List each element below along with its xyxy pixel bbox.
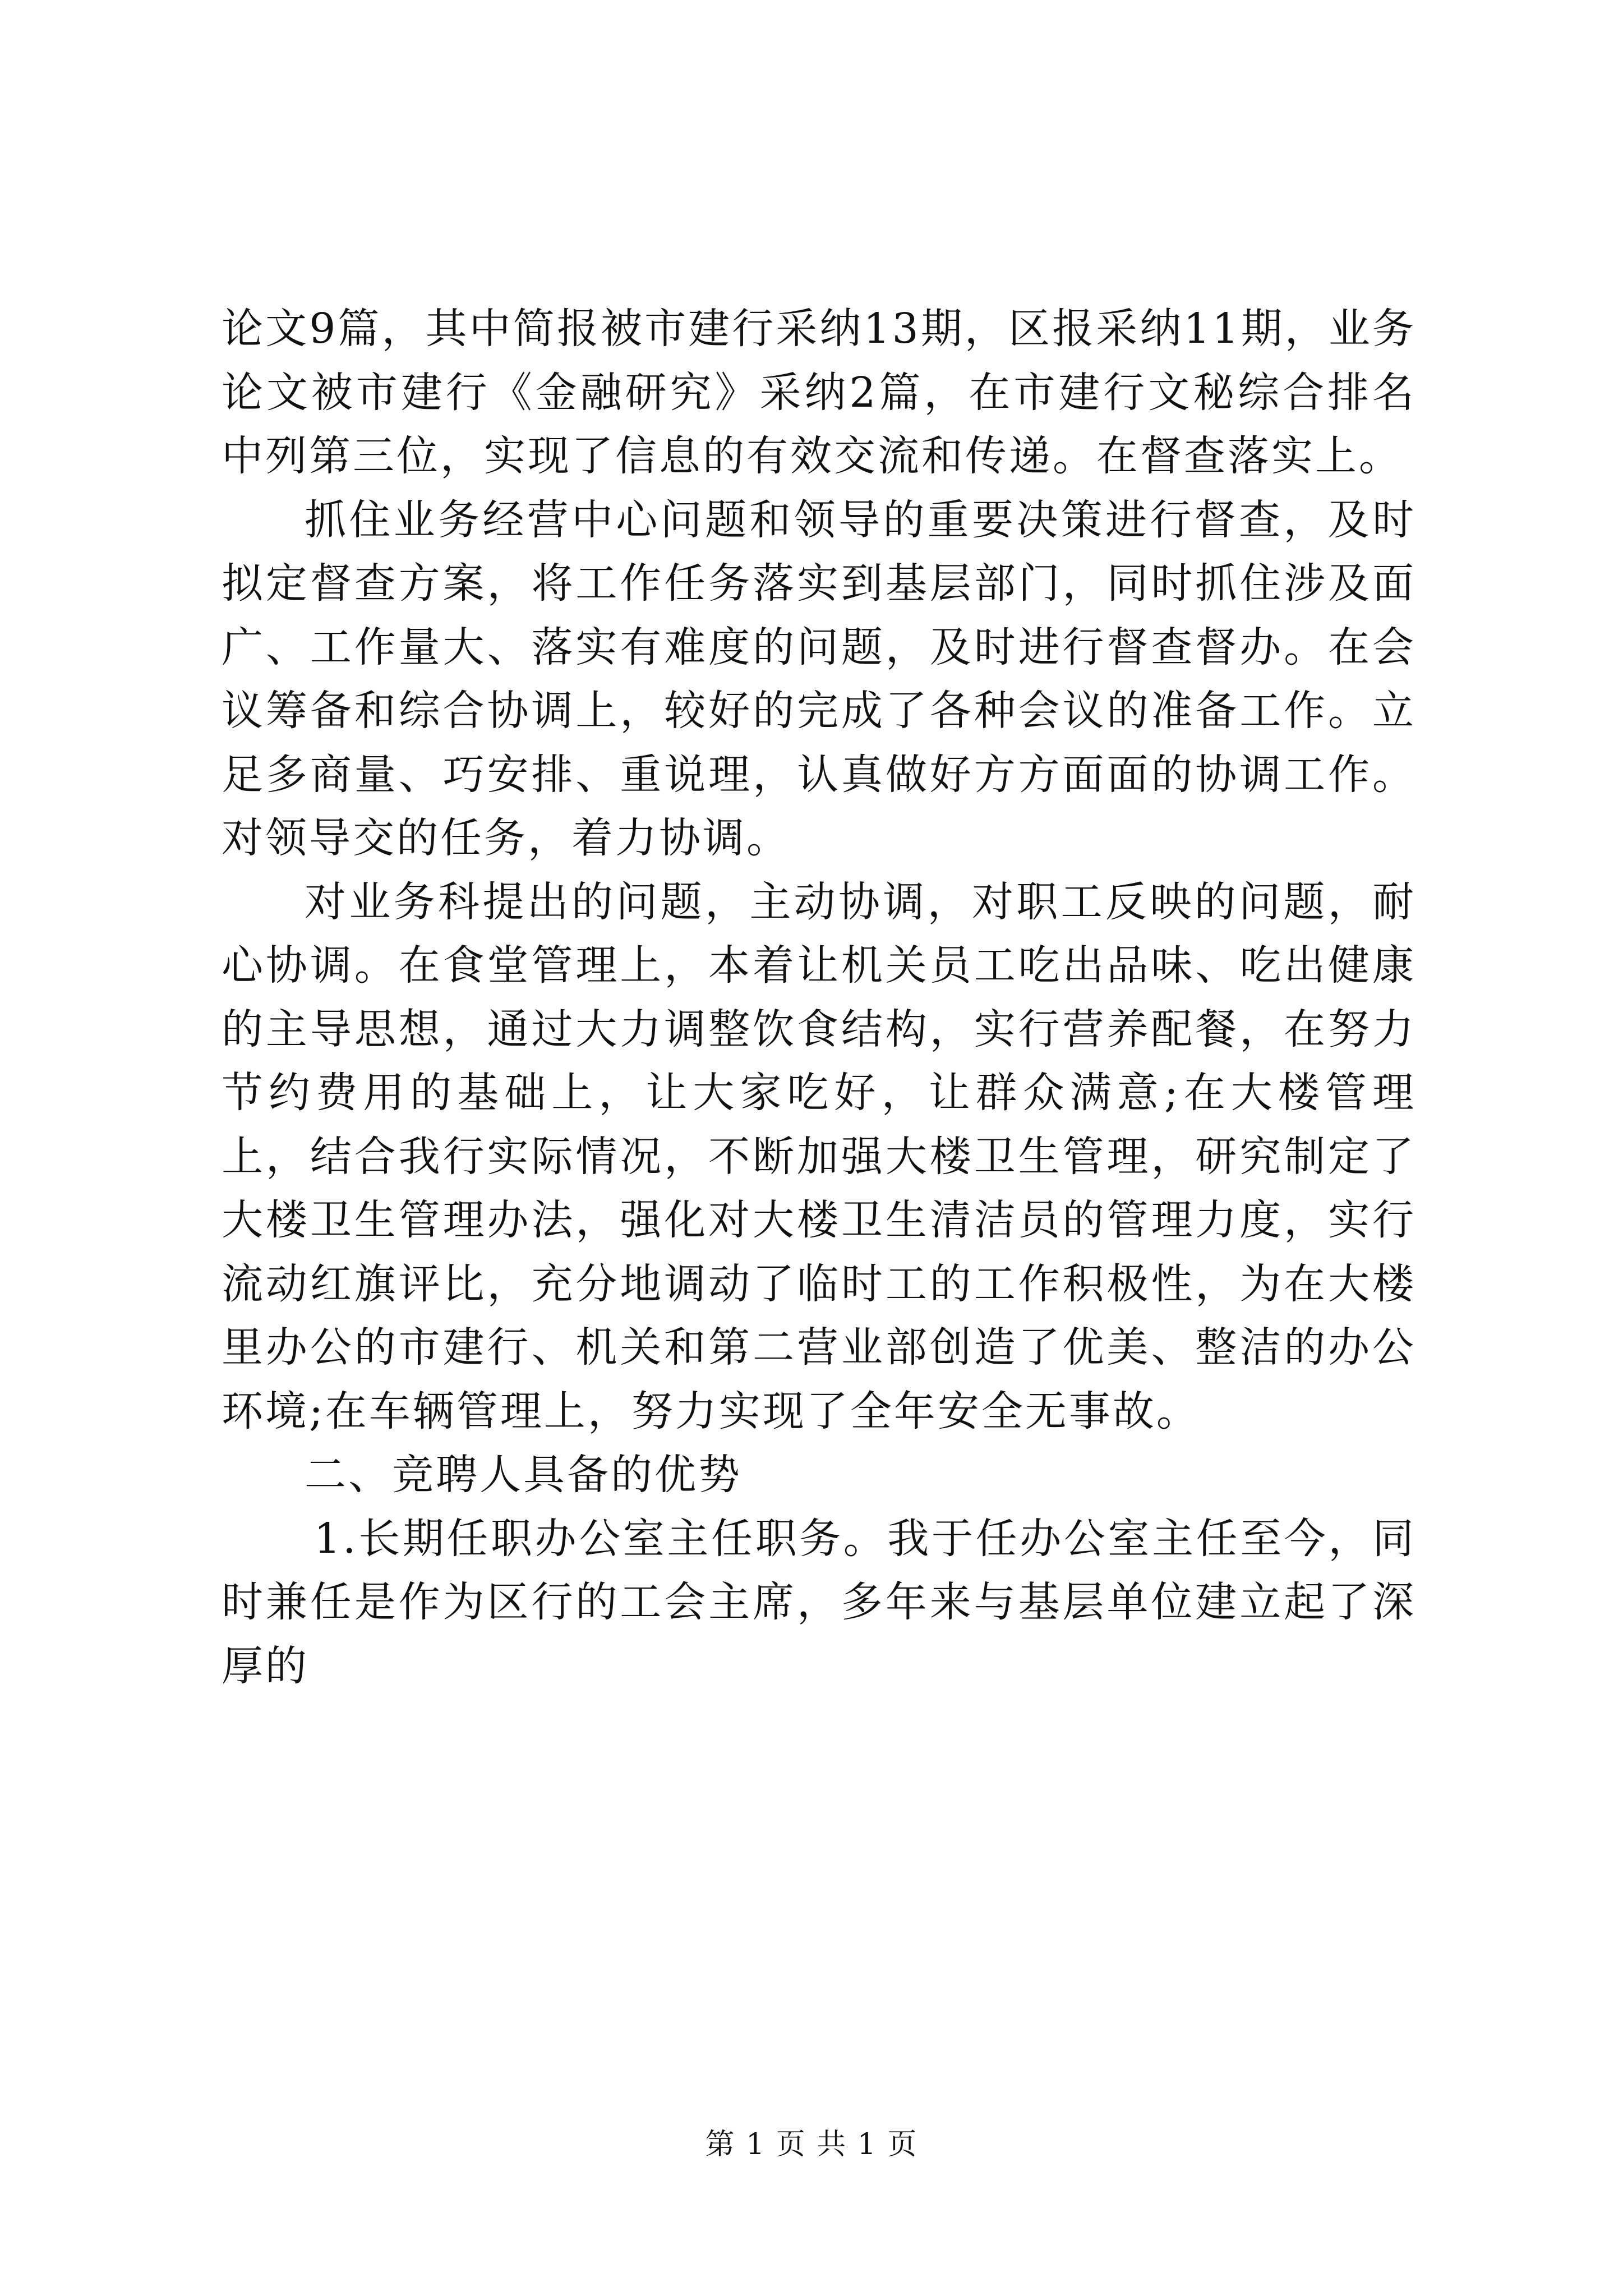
paragraph-coordination: 对业务科提出的问题，主动协调，对职工反映的问题，耐心协调。在食堂管理上，本着让机关员工吃出品味、吃出健康的主导思想，通过大力调整饮食结构，实行营养配餐，在努力节约费用的基础上，让大家吃好，让群众满意;在大楼管理上，结合我行实际情况，不断加强大楼卫生管理，研究制定了大楼卫生管理办法，强化对大楼卫生清洁员的管理力度，实行流动红旗评比，充分地调动了临时工的工作积极性，为在大楼里办公的市建行、机关和第二营业部创造了优美、整洁的办公环境;在车辆管理上，努力实现了全年安全无事故。 (222, 877, 1416, 1435)
paragraph-supervision: 抓住业务经营中心问题和领导的重要决策进行督查，及时拟定督查方案，将工作任务落实到基层部门，同时抓住涉及面广、工作量大、落实有难度的问题，及时进行督查督办。在会议筹备和综合协调上，较好的完成了各种会议的准备工作。立足多商量、巧安排、重说理，认真做好方方面面的协调工作。对领导交的任务，着力协调。 (222, 495, 1416, 862)
paragraph-continuation: 论文9篇，其中简报被市建行采纳13期，区报采纳11期，业务论文被市建行《金融研究》采纳2篇，在市建行文秘综合排名中列第三位，实现了信息的有效交流和传递。在督查落实上。 (222, 305, 1416, 480)
list-item-1: 1.长期任职办公室主任职务。我于任办公室主任至今，同时兼任是作为区行的工会主席，多年来与基层单位建立起了深厚的 (222, 1514, 1416, 1690)
document-body (222, 297, 1416, 1698)
section-heading: 二、竞聘人具备的优势 (305, 1451, 742, 1499)
page-footer: 第 1 页 共 1 页 (705, 2128, 918, 2161)
